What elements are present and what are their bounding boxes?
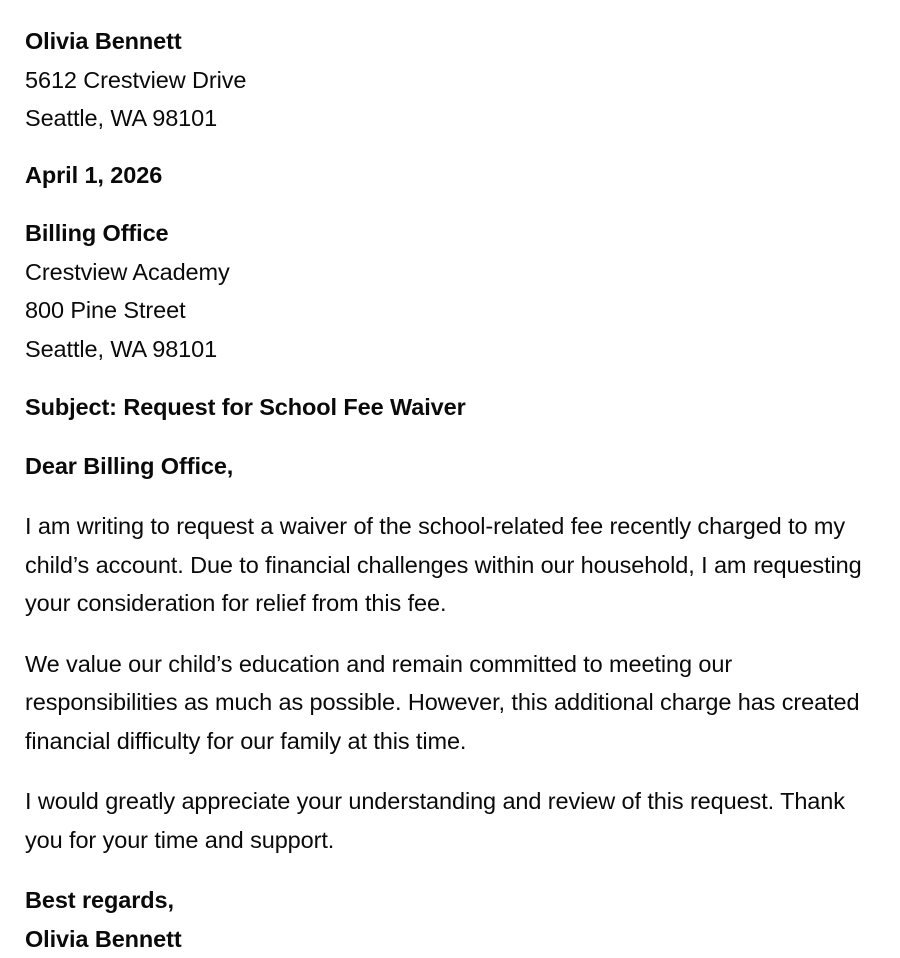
sender-city-state-zip: Seattle, WA 98101: [25, 99, 872, 138]
closing-block: [25, 881, 872, 958]
valediction: Best regards,: [25, 881, 872, 920]
sender-street: 5612 Crestview Drive: [25, 61, 872, 100]
letter-date-block: [25, 156, 872, 195]
salutation-block: [25, 447, 872, 486]
body-paragraph-2: We value our child’s education and remain committed to meeting our responsibilities as much as possible. However, this additional charge has created financial difficulty for our family at this time.: [25, 645, 870, 761]
letter-date: April 1, 2026: [25, 156, 872, 195]
recipient-street: 800 Pine Street: [25, 291, 872, 330]
salutation: Dear Billing Office,: [25, 447, 872, 486]
sender-address-block: [25, 22, 872, 138]
recipient-organization: Crestview Academy: [25, 253, 872, 292]
body-paragraph-3: I would greatly appreciate your understanding and review of this request. Thank you for your time and support.: [25, 782, 870, 859]
recipient-department: Billing Office: [25, 214, 872, 253]
recipient-city-state-zip: Seattle, WA 98101: [25, 330, 872, 369]
body-paragraph-1: I am writing to request a waiver of the school-related fee recently charged to my child’s account. Due to financial challenges within our household, I am requesting your consideration for relief from this fee.: [25, 507, 870, 623]
subject-line-block: [25, 388, 872, 427]
subject-line: Subject: Request for School Fee Waiver: [25, 388, 872, 427]
sender-name: Olivia Bennett: [25, 22, 872, 61]
recipient-address-block: [25, 214, 872, 368]
signature-name: Olivia Bennett: [25, 920, 872, 958]
